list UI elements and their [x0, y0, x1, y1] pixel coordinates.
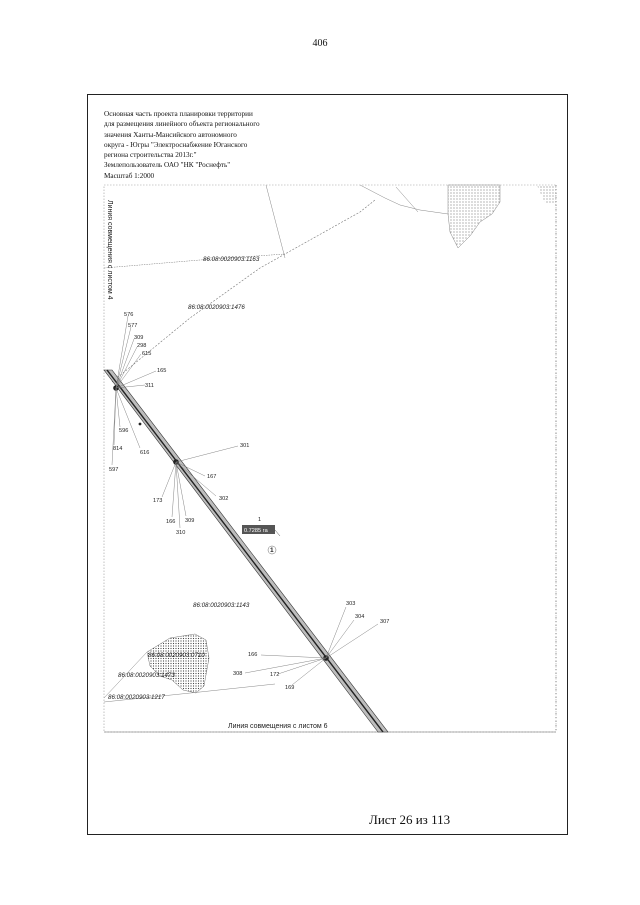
node-label: 597 — [109, 467, 119, 473]
node-label: 303 — [346, 601, 356, 607]
title-line: региона строительства 2013г." — [104, 151, 197, 160]
node-label: 173 — [153, 498, 163, 504]
node-label: 310 — [176, 530, 186, 536]
node-label: 304 — [355, 614, 365, 620]
node-label: 577 — [128, 323, 138, 329]
node-label: 615 — [142, 351, 152, 357]
node-label: 308 — [233, 671, 243, 677]
title-line: округа - Югры "Электроснабжение Юганского — [104, 140, 248, 149]
match-line-bottom-label: Линия совмещения с листом 6 — [228, 723, 328, 730]
node-label: 169 — [285, 685, 295, 691]
node-label: 166 — [166, 519, 176, 525]
node-label: 298 — [137, 343, 147, 349]
title-line: значения Ханты-Мансийского автономного — [104, 130, 237, 139]
node-label: 302 — [219, 496, 229, 502]
cadastral-number: 86:08:0020903:1473 — [118, 672, 175, 679]
node-label: 576 — [124, 312, 134, 318]
node-label: 307 — [380, 619, 390, 625]
cadastral-number: 86:08:0020903:1143 — [193, 602, 250, 609]
node-label: 167 — [207, 474, 217, 480]
hatched-area-bottom — [147, 634, 209, 693]
node-label: 309 — [185, 518, 195, 524]
title-line: для размещения линейного объекта регионального — [104, 120, 260, 129]
sheet-label: Лист 26 из 113 — [369, 812, 451, 827]
title-line: Землепользователь ОАО "НК "Роснефть" — [104, 161, 231, 170]
match-line-left-label: Линия совмещения с листом 4 — [106, 200, 113, 300]
parcel-number: 1 — [258, 517, 262, 523]
node-label: 311 — [145, 383, 154, 389]
node-label: 165 — [157, 368, 167, 374]
parcel-boundary-diagonal — [112, 200, 375, 382]
title-line: Основная часть проекта планировки территории — [104, 110, 253, 118]
hatched-area-corner — [537, 185, 556, 205]
parcel-area: 0.7285 га — [244, 528, 268, 534]
cadastral-number: 86:08:0020903:1476 — [188, 304, 245, 311]
parcel-circle-number: 1 — [270, 547, 274, 554]
node-label: 616 — [140, 450, 150, 456]
node-label: 596 — [119, 428, 129, 434]
boundary-line — [360, 185, 448, 214]
cadastral-number: 86:08:0020903:1217 — [108, 694, 165, 701]
title-line: Масштаб 1:2000 — [104, 171, 155, 180]
node-label: 301 — [240, 443, 250, 449]
boundary-line — [396, 187, 418, 212]
node-label: 166 — [248, 652, 258, 658]
parcel-leader — [275, 530, 280, 536]
node-label: 172 — [270, 672, 280, 678]
page-number: 406 — [312, 38, 328, 49]
node-label: 309 — [134, 335, 144, 341]
node-marker — [139, 423, 142, 426]
node-label: 814 — [113, 446, 123, 452]
cadastral-number: 86:08:0020903:0710 — [148, 652, 205, 659]
boundary-line — [266, 185, 285, 258]
hatched-area-top — [448, 185, 500, 248]
cadastral-number: 86:08:0020903:1163 — [203, 256, 260, 263]
